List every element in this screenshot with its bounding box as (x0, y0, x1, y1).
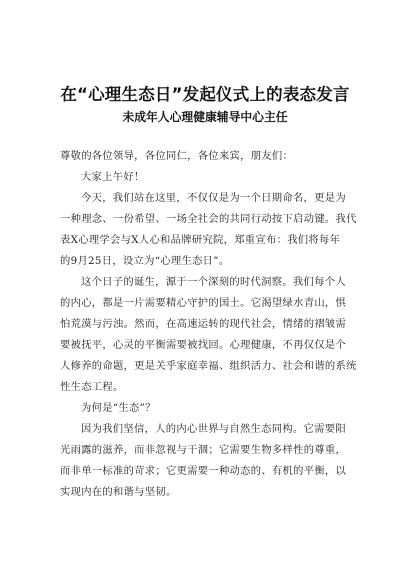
document-title: 在“心理生态日”发起仪式上的表态发言 (60, 85, 350, 104)
body-line: 尊敬的各位领导，各位同仁，各位来宾，朋友们： (60, 150, 294, 162)
body-line: 表X心理学会与X人心和品牌研究院，郑重宣布：我们将每年 (60, 234, 341, 246)
document-subtitle: 未成年人心理健康辅导中心主任 (122, 110, 288, 124)
body-line: 实现内在的和谐与坚韧。 (60, 486, 177, 498)
body-line: 而非单一标准的苛求；它更需要一种动态的、有机的平衡，以 (60, 465, 347, 477)
body-line: 的内心，都是一片需要精心守护的国土。它渴望绿水青山，惧 (60, 297, 347, 309)
body-line: 性生态工程。 (60, 381, 124, 393)
body-line: 因为我们坚信，人的内心世界与自然生态同构。它需要阳 (81, 423, 346, 435)
body-line: 的9月25日，设立为“心理生态日”。 (60, 255, 230, 267)
body-line: 人修养的命题，更是关乎家庭幸福、组织活力、社会和谐的系统 (60, 360, 357, 372)
body-line: 怕荒漠与污浊。然而，在高速运转的现代社会，情绪的褶皱需 (60, 318, 347, 330)
document-body (60, 146, 357, 503)
body-line: 今天，我们站在这里，不仅仅是为一个日期命名，更是为 (81, 192, 346, 204)
body-line: 光雨露的滋养，而非忽视与干涸；它需要生物多样性的尊重， (60, 444, 347, 456)
body-line: 这个日子的诞生，源于一个深刻的时代洞察。我们每个人 (81, 276, 346, 288)
body-line: 一种理念、一份希望、一场全社会的共同行动按下启动键。我代 (60, 213, 357, 225)
body-line: 要被抚平，心灵的平衡需要被找回。心理健康，不再仅仅是个 (60, 339, 347, 351)
body-line: 大家上午好！ (81, 171, 145, 183)
body-line: 为何是“生态”？ (81, 402, 156, 414)
